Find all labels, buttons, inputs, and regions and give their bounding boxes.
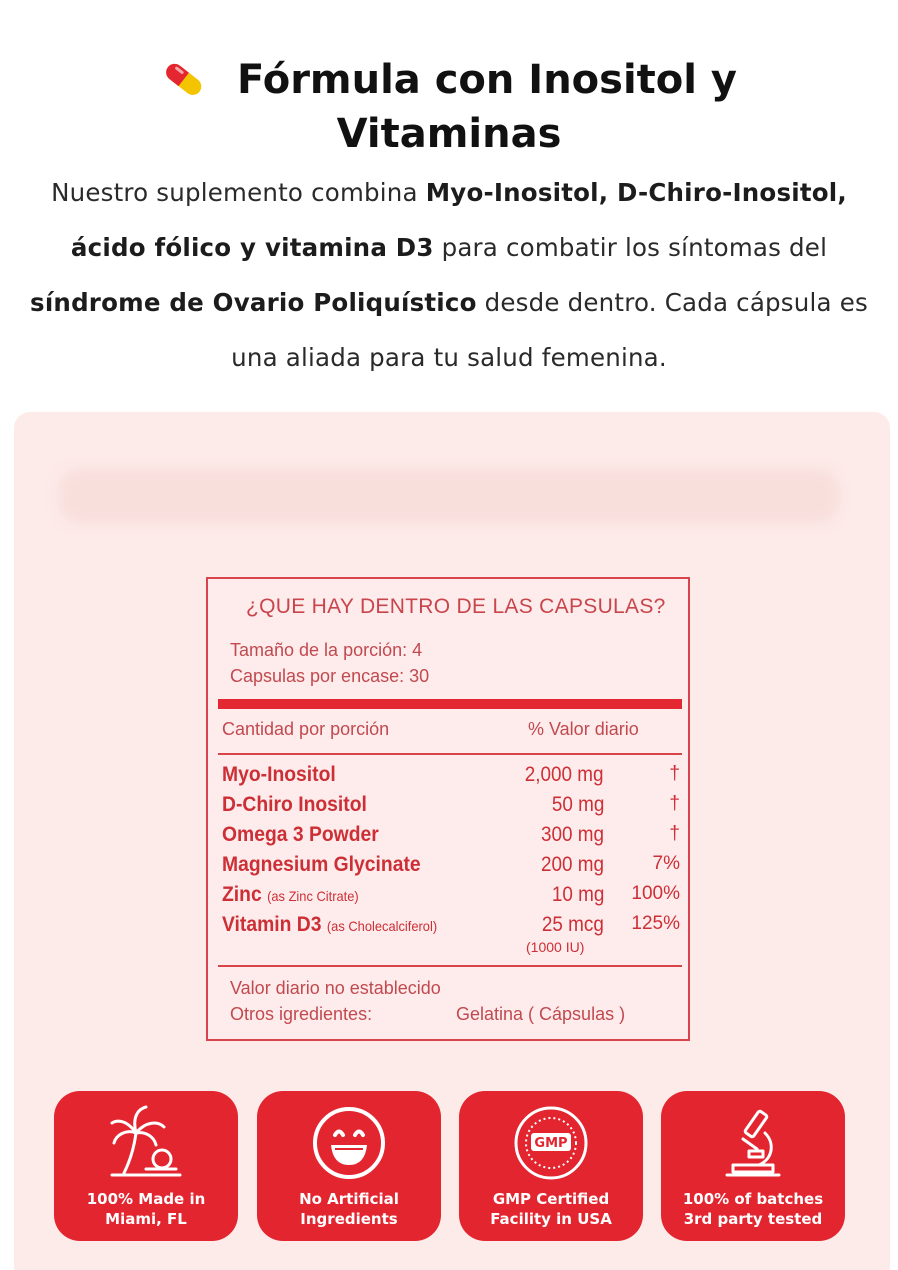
gmp-seal-icon [511, 1103, 591, 1183]
ingredient-name: Myo-Inositol [222, 763, 336, 786]
smiley-face-icon [309, 1103, 389, 1183]
ingredient-amount: 200 mg [540, 853, 604, 876]
ingredient-row [222, 763, 682, 793]
section-heading [0, 53, 898, 161]
ingredient-dv: † [669, 823, 680, 844]
other-ingredients-value: Gelatina ( Cápsulas ) [456, 1004, 626, 1024]
ingredient-row [222, 793, 682, 823]
label-thin-rule [218, 965, 682, 967]
servings-per-container: Capsulas por encase: 30 [230, 666, 430, 686]
ingredient-amount: 10 mg [551, 883, 604, 906]
badge-made-in-miami [54, 1091, 238, 1241]
column-amount-header: Cantidad por porción [222, 719, 390, 739]
serving-info [230, 637, 429, 689]
intro-text-3: desde dentro. Cada cápsula es una aliada para tu salud femenina. [231, 288, 868, 372]
intro-bold-2: síndrome de Ovario Poliquístico [30, 288, 477, 317]
microscope-icon [713, 1103, 793, 1183]
badge-no-artificial [257, 1091, 441, 1241]
ingredient-name: Zinc (as Zinc Citrate) [222, 883, 359, 906]
ingredient-row [222, 853, 682, 883]
ingredient-dv: † [669, 793, 680, 814]
ingredient-name: Omega 3 Powder [222, 823, 379, 846]
serving-size: Tamaño de la porción: 4 [230, 640, 423, 660]
column-dv-header: % Valor diario [528, 719, 639, 739]
intro-text-2: para combatir los síntomas del [433, 233, 828, 262]
badge-third-party-tested [661, 1091, 845, 1241]
blurred-banner [58, 468, 840, 524]
heading-line-1: Fórmula con Inositol y [237, 56, 737, 103]
ingredient-amount: 25 mcg [542, 913, 604, 936]
label-thick-rule [218, 699, 682, 709]
badge-text: 100% of batches 3rd party tested [682, 1190, 824, 1228]
dv-not-established: Valor diario no establecido [230, 978, 441, 998]
intro-bold-1: Myo-Inositol, D-Chiro-Inositol, ácido fólico y vitamina D3 [70, 178, 847, 262]
badge-text: 100% Made in Miami, FL [86, 1190, 206, 1228]
ingredient-dv: 100% [631, 883, 680, 904]
intro-paragraph [10, 165, 888, 385]
ingredient-name: D-Chiro Inositol [222, 793, 367, 816]
label-column-headers [222, 719, 682, 740]
ingredient-dv: 7% [652, 853, 680, 874]
palm-tree-icon [106, 1103, 186, 1183]
badge-gmp-certified [459, 1091, 643, 1241]
ingredient-dv: 125% [631, 913, 680, 934]
ingredient-dv: † [669, 763, 680, 784]
other-ingredients-label: Otros igredientes: [230, 1004, 373, 1024]
ingredient-name: Vitamin D3 (as Cholecalciferol) [222, 913, 438, 936]
ingredient-amount: 300 mg [540, 823, 604, 846]
ingredient-amount: 50 mg [551, 793, 604, 816]
intro-text-1: Nuestro suplemento combina [51, 178, 426, 207]
svg-text:GMP: GMP [534, 1136, 568, 1151]
ingredient-name: Magnesium Glycinate [222, 853, 421, 876]
ingredient-row [222, 823, 682, 853]
ingredient-row [222, 883, 682, 913]
label-thin-rule [218, 753, 682, 755]
badge-text: GMP Certified Facility in USA [490, 1190, 612, 1228]
supplement-facts-label [206, 577, 690, 1041]
label-title: ¿QUE HAY DENTRO DE LAS CAPSULAS? [246, 595, 666, 618]
ingredient-amount: 2,000 mg [525, 763, 604, 786]
pill-icon [161, 59, 207, 99]
ingredient-row [222, 913, 682, 943]
heading-line-2: Vitaminas [336, 110, 562, 157]
label-footnote [230, 975, 670, 1027]
iu-note: (1000 IU) [526, 939, 585, 955]
badge-text: No Artificial Ingredients [299, 1190, 399, 1228]
